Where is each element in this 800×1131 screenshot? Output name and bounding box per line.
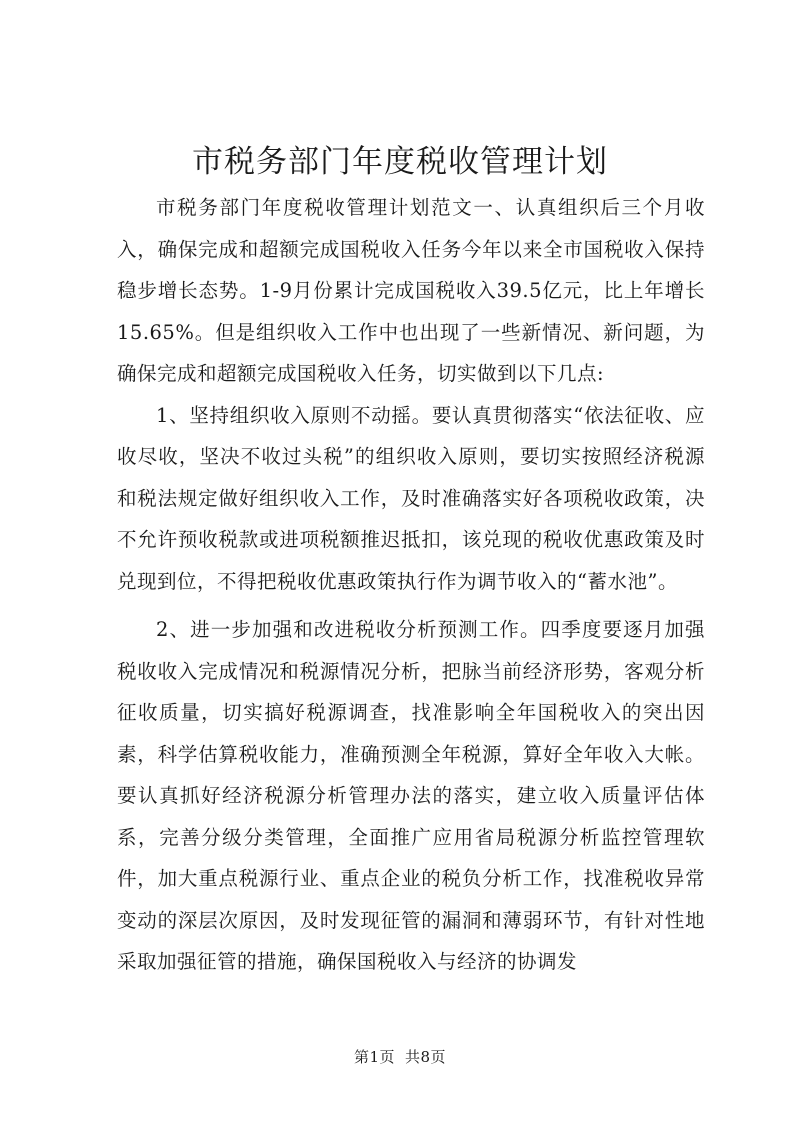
paragraph-intro: 市税务部门年度税收管理计划范文一、认真组织后三个月收入，确保完成和超额完成国税收入任务今年以来全市国税收入保持稳步增长态势。1-9月份累计完成国税收入39.5亿元，比上年增长15.65%。但是组织收入工作中也出现了一些新情况、新问题，为确保完成和超额完成国税收入任务，切实做到以下几点: (117, 196, 705, 385)
paragraph-point-1: 1、坚持组织收入原则不动摇。要认真贯彻落实“依法征收、应收尽收，坚决不收过头税”的组织收入原则，要切实按照经济税源和税法规定做好组织收入工作，及时准确落实好各项税收政策，决不允许预收税款或进项税额推迟抵扣，该兑现的税收优惠政策及时兑现到位，不得把税收优惠政策执行作为调节收入的“蓄水池”。 (117, 403, 705, 593)
paragraph-point-2: 2、进一步加强和改进税收分析预测工作。四季度要逐月加强税收收入完成情况和税源情况分析，把脉当前经济形势，客观分析征收质量，切实搞好税源调查，找准影响全年国税收入的突出因素，科学估算税收能力，准确预测全年税源，算好全年收入大帐。要认真抓好经济税源分析管理办法的落实，建立收入质量评估体系，完善分级分类管理，全面推广应用省局税源分析监控管理软件，加大重点税源行业、重点企业的税负分析工作，找准税收异常变动的深层次原因，及时发现征管的漏洞和薄弱环节，有针对性地采取加强征管的措施，确保国税收入与经济的协调发 (117, 618, 705, 973)
page-total: 共8页 (405, 1048, 447, 1066)
document-body (117, 187, 705, 983)
page-number: 第1页 (353, 1048, 395, 1066)
page-footer (0, 1047, 800, 1067)
document-title: 市税务部门年度税收管理计划 (192, 144, 608, 180)
